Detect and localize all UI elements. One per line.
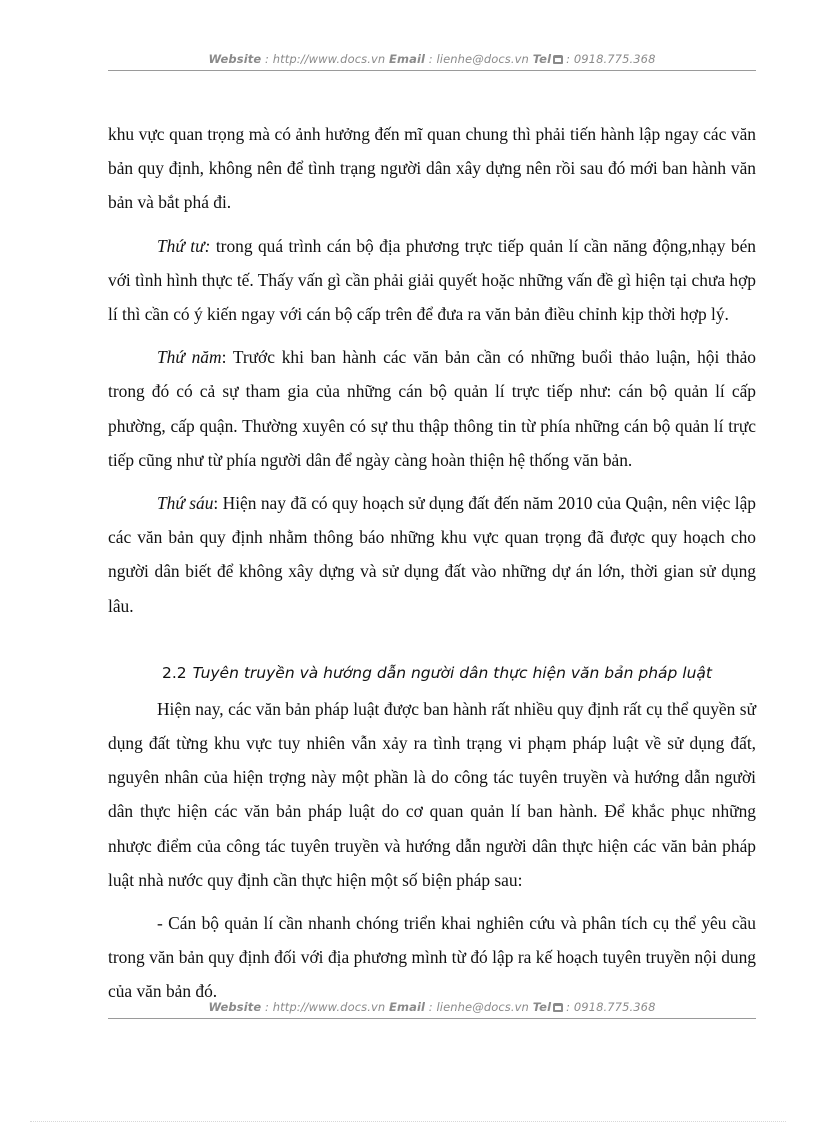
footer-email-value: : lienhe@docs.vn <box>425 1000 533 1014</box>
section-number: 2.2 <box>162 663 187 682</box>
header-website-value: : http://www.docs.vn <box>261 52 390 66</box>
paragraph-4-lead: Thứ sáu <box>157 493 214 514</box>
header-tel-value: : 0918.775.368 <box>566 52 656 66</box>
header-email-value: : lienhe@docs.vn <box>425 52 533 66</box>
paragraph-3-text: : Trước khi ban hành các văn bản cần có những buổi thảo luận, hội thảo trong đó có cả sự tham gia của những cán bộ quản lí trực tiếp như: cán bộ quản lí cấp phường, cấp quận. Thường xuyên có sự thu thập thông tin từ phía những cán bộ quản lí trực tiếp cũng như từ phía người dân để ngày càng hoàn thiện hệ thống văn bản. <box>108 347 757 470</box>
paragraph-4-text: : Hiện nay đã có quy hoạch sử dụng đất đến năm 2010 của Quận, nên việc lập các văn bản quy định nhằm thông báo những khu vực quan trọng đã được quy hoạch cho người dân biết để không xây dựng và sử dụng đất vào những dự án lớn, thời gian sử dụng lâu. <box>108 493 756 616</box>
header-tel-label: Tel <box>532 52 552 66</box>
paragraph-3 <box>108 340 756 477</box>
paragraph-2-text: trong quá trình cán bộ địa phương trực tiếp quản lí cần năng động,nhạy bén với tình hình thực tế. Thấy vấn gì cần phải giải quyết hoặc những vấn đề gì hiện tại chưa hợp lí thì cần có ý kiến ngay với cán bộ cấp trên để đưa ra văn bản điều chỉnh kịp thời hợp lý. <box>108 235 756 325</box>
header-website-label: Website <box>208 52 262 66</box>
phone-icon <box>553 55 563 64</box>
footer-website-value: : http://www.docs.vn <box>261 1000 390 1014</box>
paragraph-5: Hiện nay, các văn bản pháp luật được ban hành rất nhiều quy định rất cụ thể quyền sử dụng đất từng khu vực tuy nhiên vẫn xảy ra tình trạng vi phạm pháp luật về sử dụng đất, nguyên nhân của hiện trợng này một phần là do công tác tuyên truyền và hướng dẫn người dân thực hiện các văn bản pháp luật do cơ quan quản lí ban hành. Để khắc phục những nhược điểm của công tác tuyên truyền và hướng dẫn người dân thực hiện các văn bản pháp luật nhà nước quy định cần thực hiện một số biện pháp sau: <box>108 698 756 890</box>
footer-email-label: Email <box>389 1000 426 1014</box>
paragraph-1: khu vực quan trọng mà có ảnh hưởng đến mĩ quan chung thì phải tiến hành lập ngay các văn bản quy định, không nên để tình trạng người dân xây dựng nên rồi sau đó mới ban hành văn bản và bắt phá đi. <box>108 124 756 213</box>
paragraph-3-lead: Thứ năm <box>157 347 222 368</box>
page-bottom-divider <box>30 1121 786 1122</box>
header-email-label: Email <box>389 52 426 66</box>
paragraph-2 <box>108 229 756 332</box>
page-header <box>108 52 756 71</box>
footer-tel-label: Tel <box>532 1000 552 1014</box>
section-title: Tuyên truyền và hướng dẫn người dân thực hiện văn bản pháp luật <box>192 663 713 682</box>
page-footer <box>108 1000 756 1019</box>
document-body <box>108 117 756 1009</box>
paragraph-4 <box>108 486 756 623</box>
paragraph-6: - Cán bộ quản lí cần nhanh chóng triển khai nghiên cứu và phân tích cụ thể yêu cầu trong văn bản quy định đối với địa phương mình từ đó lập ra kế hoạch tuyên truyền nội dung của văn bản đó. <box>108 913 756 1002</box>
phone-icon <box>553 1003 563 1012</box>
footer-website-label: Website <box>208 1000 262 1014</box>
section-heading <box>108 656 756 690</box>
footer-tel-value: : 0918.775.368 <box>566 1000 656 1014</box>
paragraph-2-lead: Thứ tư: <box>157 235 211 256</box>
